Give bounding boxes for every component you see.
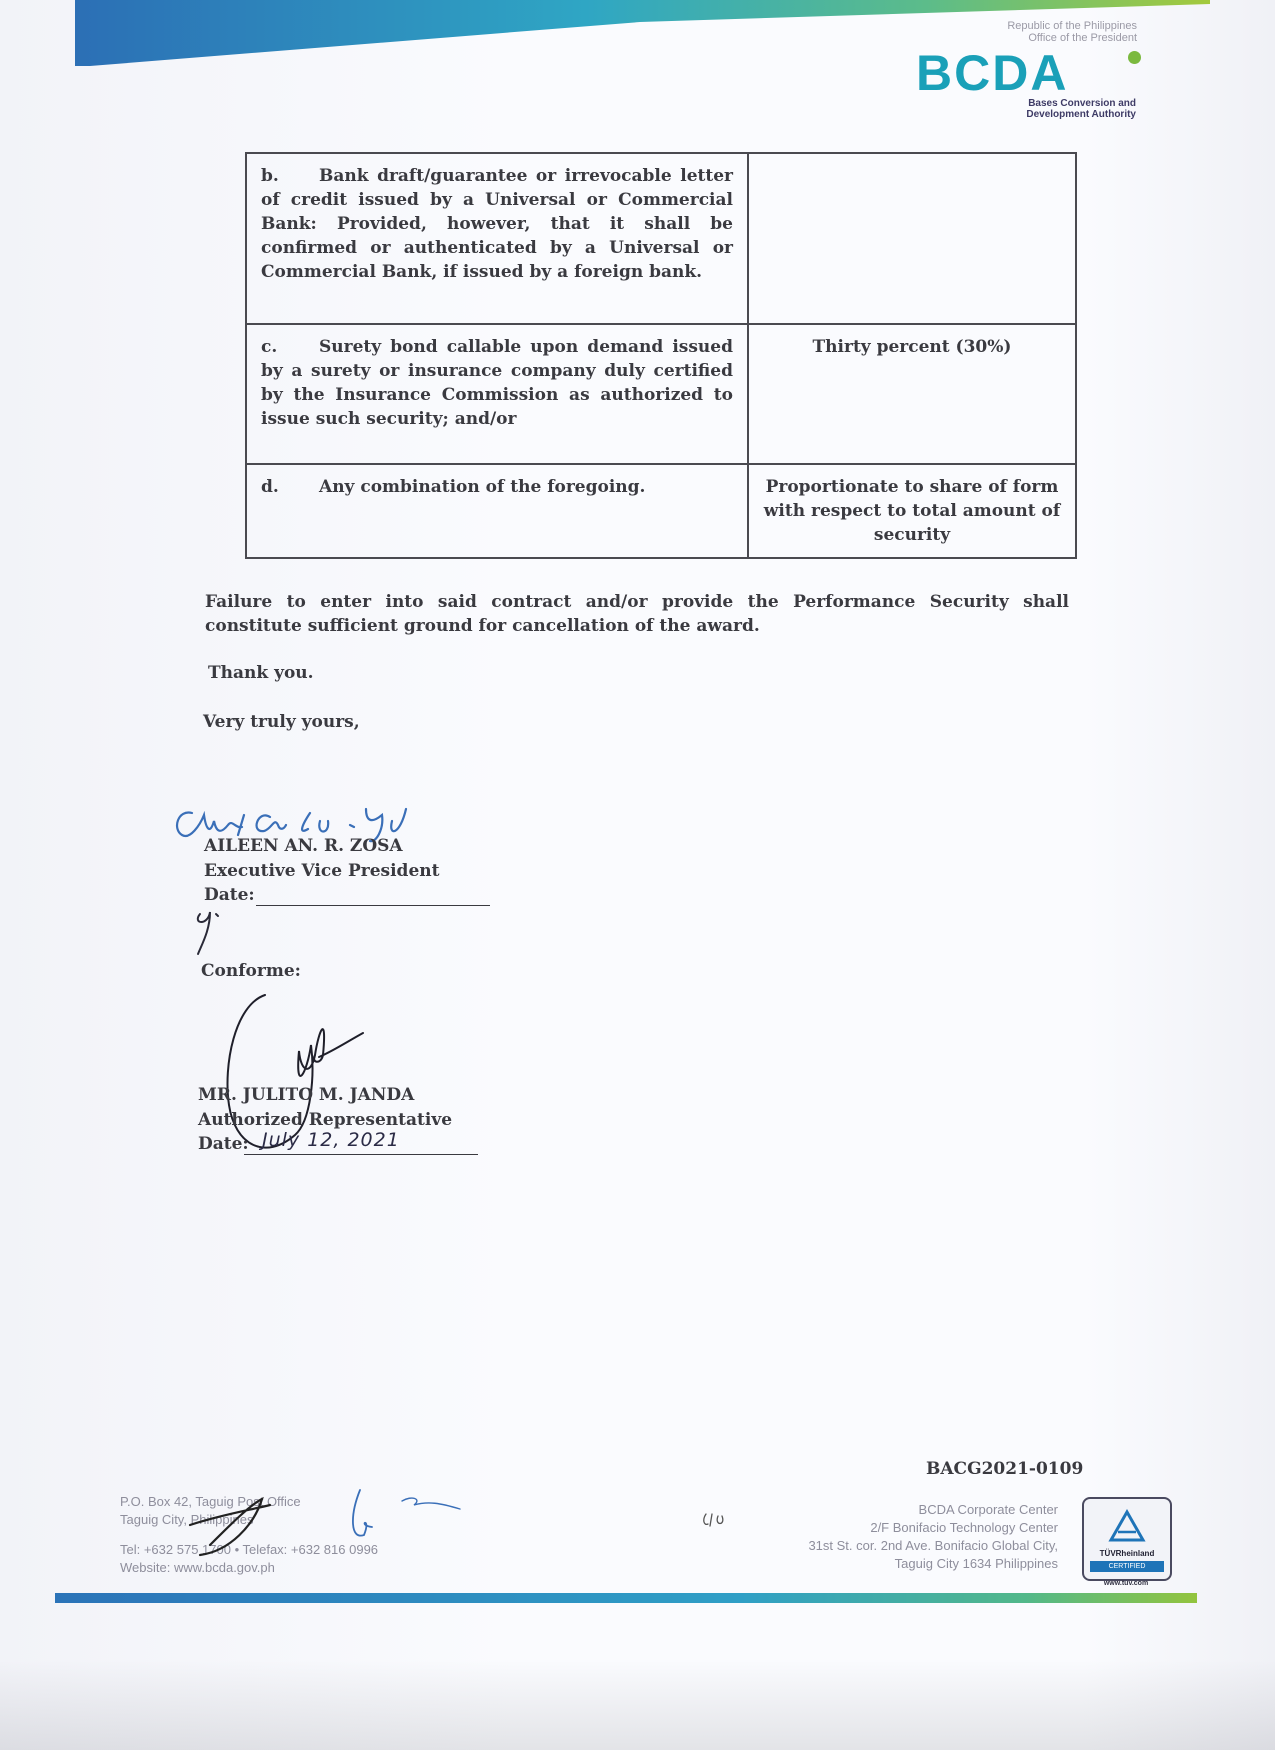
bcda-logo <box>916 45 1146 123</box>
item-letter: d. <box>261 477 279 497</box>
reference-code: BACG2021-0109 <box>926 1459 1084 1479</box>
table-row <box>246 153 1076 324</box>
footer-address-2: Taguig City, Philippines <box>120 1512 254 1527</box>
signatory-name: AILEEN AN. R. ZOSA <box>204 836 403 856</box>
signatory-date-line <box>256 905 490 906</box>
tuv-url: www.tuv.com <box>1103 1580 1149 1587</box>
logo-subtitle-2: Development Authority <box>1026 109 1136 120</box>
conforme-title: Authorized Representative <box>198 1110 453 1130</box>
footer-center-4: Taguig City 1634 Philippines <box>894 1556 1058 1571</box>
footer-initials-marks <box>150 1485 480 1560</box>
conforme-name: MR. JULITO M. JANDA <box>198 1085 415 1105</box>
item-letter: b. <box>261 166 279 186</box>
tuv-brand: TÜVRheinland <box>1099 1549 1155 1558</box>
footer-phone: Tel: +632 575 1700 • Telefax: +632 816 0996 <box>120 1542 379 1557</box>
footer-center-1: BCDA Corporate Center <box>918 1502 1058 1517</box>
republic-line: Republic of the Philippines <box>1007 20 1137 32</box>
table-row <box>246 464 1076 558</box>
closing-text: Very truly yours, <box>203 712 360 732</box>
thanks-text: Thank you. <box>208 663 314 683</box>
table-cell-description <box>246 464 748 558</box>
conforme-date-handwritten: July 12, 2021 <box>262 1129 400 1151</box>
item-description: Any combination of the foregoing. <box>319 477 646 497</box>
table-cell-amount <box>748 153 1076 324</box>
scan-edge-shadow <box>0 1660 1275 1750</box>
conforme-date-line <box>244 1154 478 1155</box>
item-description: Bank draft/guarantee or irrevocable letter of credit issued by a Universal or Commercial Bank: Provided, however, that it shall be confirmed or authenticated by a Universal or Commercial Bank, if issued by a foreign bank. <box>261 166 733 282</box>
item-description: Surety bond callable upon demand issued by a surety or insurance company duly certified by the Insurance Commission as authorized to issue such security; and/or <box>261 337 733 429</box>
table-cell-amount: Thirty percent (30%) <box>748 324 1076 464</box>
table-cell-description <box>246 153 748 324</box>
item-letter: c. <box>261 337 278 357</box>
triangle-icon <box>1108 1509 1146 1543</box>
signatory-title: Executive Vice President <box>204 861 440 881</box>
conforme-date-label: Date: <box>198 1134 249 1154</box>
footer-website: Website: www.bcda.gov.ph <box>120 1560 275 1575</box>
tuv-certification-badge <box>1082 1497 1172 1581</box>
footer-address-1: P.O. Box 42, Taguig Post Office <box>120 1494 301 1509</box>
performance-security-table <box>245 152 1077 559</box>
logo-subtitle-1: Bases Conversion and <box>1028 98 1136 109</box>
table-cell-description <box>246 324 748 464</box>
logo-dot-icon <box>1128 51 1141 64</box>
logo-wordmark: BCDA <box>916 45 1069 101</box>
signatory-date-label: Date: <box>204 885 255 905</box>
footer-center-3: 31st St. cor. 2nd Ave. Bonifacio Global City, <box>808 1538 1058 1553</box>
failure-paragraph: Failure to enter into said contract and/or provide the Performance Security shall constitute sufficient ground for cancellation of the award. <box>205 592 1069 636</box>
table-row <box>246 324 1076 464</box>
initials-mark <box>190 900 230 960</box>
conforme-label: Conforme: <box>201 961 301 981</box>
office-line: Office of the President <box>1028 32 1137 44</box>
footer-center-2: 2/F Bonifacio Technology Center <box>870 1520 1058 1535</box>
footer-office-block <box>700 1501 1058 1573</box>
table-cell-amount: Proportionate to share of form with respect to total amount of security <box>748 464 1076 558</box>
tuv-certified-label: CERTIFIED <box>1090 1561 1164 1572</box>
footer-color-bar <box>55 1593 1197 1603</box>
